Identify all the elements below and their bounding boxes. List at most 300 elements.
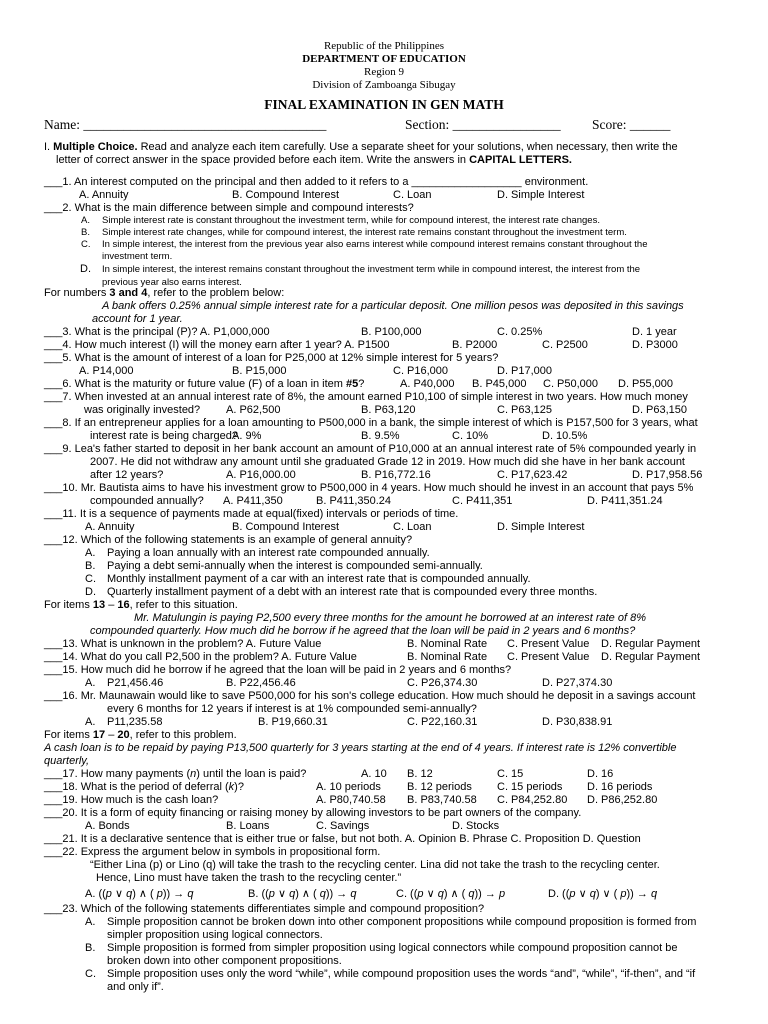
answer-choice	[107, 677, 163, 690]
text-run: In simple interest, the interest from the previous year also earns interest while compound interest remains constant throughout the	[102, 239, 648, 250]
line-text	[90, 859, 660, 872]
text-run: ___18. What is the period of deferral (	[44, 781, 229, 793]
text-run: For items	[44, 599, 93, 611]
line-text	[44, 508, 458, 521]
line-text	[85, 820, 130, 833]
exam-line	[0, 942, 768, 955]
text-run: A. P40,000	[400, 378, 455, 390]
text-run: p	[498, 888, 506, 900]
line-text	[90, 469, 163, 482]
line-text	[85, 560, 95, 573]
text-run: and only if”.	[107, 981, 164, 993]
exam-line	[0, 599, 768, 612]
text-run: ∨	[111, 888, 127, 900]
text-run: In simple interest, the interest remains constant throughout the investment term while in compound interest, the interest from the	[102, 264, 641, 275]
text-run: ) ∨ (	[595, 888, 621, 900]
exam-line	[0, 807, 768, 820]
text-run: )) →	[162, 888, 188, 900]
line-text	[44, 339, 389, 352]
text-run: ∨	[274, 888, 290, 900]
text-run: ___10. Mr. Bautista aims to have his investment grow to P500,000 in 4 years. How much should he invest in an account that pays 5%	[44, 482, 694, 494]
line-text	[107, 703, 477, 716]
line-text	[90, 456, 685, 469]
text-run: ___5. What is the amount of interest of a loan for P25,000 at 12% simple interest for 5 years?	[44, 352, 499, 364]
text-run: C. ((	[396, 888, 418, 900]
exam-line	[0, 250, 768, 263]
text-run: ___12. Which of the following statements is an example of general annuity?	[44, 534, 413, 546]
text-run: ___14. What do you call P2,500 in the problem? A. Future Value	[44, 651, 357, 663]
answer-choice	[497, 404, 552, 417]
line-text	[90, 430, 238, 443]
text-run: B. P83,740.58	[407, 794, 477, 806]
text-run: Simple proposition is formed from simpler proposition using logical connectors while compound proposition cannot be	[107, 942, 678, 954]
text-run: compounded quarterly. How much did he borrow if he agreed that the loan will be paid in 2 years and 6 months?	[90, 625, 636, 637]
answer-choice	[107, 716, 162, 729]
text-run: q	[289, 888, 296, 900]
text-run: A.	[85, 677, 96, 689]
text-run: B. 9.5%	[361, 430, 400, 442]
text-run: B. ((	[248, 888, 269, 900]
exam-line	[0, 916, 768, 929]
text-run: ) ∧ (	[295, 888, 320, 900]
text-run: B. Loans	[226, 820, 270, 832]
exam-line	[0, 573, 768, 586]
answer-choice	[452, 495, 512, 508]
republic-line: Republic of the Philippines	[323, 40, 445, 52]
text-run: B. P22,456.46	[226, 677, 296, 689]
text-run: p	[417, 888, 424, 900]
exam-line	[0, 846, 768, 859]
answer-choice	[407, 716, 477, 729]
text-run: Simple proposition cannot be broken down into other component propositions while compound proposition is formed from	[107, 916, 697, 928]
text-run: Hence, Lino must have taken the trash to the recycling center.”	[96, 872, 402, 884]
line-text	[44, 599, 238, 612]
exam-line	[0, 716, 768, 729]
answer-choice	[361, 768, 387, 781]
line-text	[44, 651, 357, 664]
text-run: )) →	[626, 888, 651, 900]
text-run: ___8. If an entrepreneur applies for a loan amounting to P500,000 in a bank, the simple interest of which is P157,500 for 3 years, what	[44, 417, 698, 429]
text-run: B. P16,772.16	[361, 469, 431, 481]
exam-line	[0, 430, 768, 443]
exam-line	[0, 378, 768, 391]
line-text	[107, 929, 323, 942]
answer-choice	[316, 495, 391, 508]
answer-choice	[316, 781, 381, 794]
exam-line	[0, 612, 768, 625]
answer-choice	[497, 781, 562, 794]
section-field[interactable]: Section: ________________	[405, 117, 561, 132]
text-run: D. P55,000	[618, 378, 674, 390]
text-run: C.	[85, 968, 96, 980]
text-run: ___19. How much is the cash loan?	[44, 794, 219, 806]
answer-choice	[258, 716, 328, 729]
line-text	[44, 690, 696, 703]
text-run: I.	[44, 141, 54, 153]
text-run: D. 1 year	[632, 326, 677, 338]
line-text	[44, 794, 218, 807]
text-run: B. P100,000	[361, 326, 422, 338]
line-text	[85, 547, 95, 560]
text-run: previous year also earns interest.	[102, 277, 242, 288]
answer-choice	[542, 677, 612, 690]
answer-choice	[316, 820, 369, 833]
text-run: q	[319, 888, 326, 900]
exam-line	[0, 443, 768, 456]
text-run: ___22. Express the argument below in symbols in propositional form.	[44, 846, 381, 858]
line-text	[85, 968, 96, 981]
exam-line	[0, 508, 768, 521]
text-run: broken down into other component propositions.	[107, 955, 342, 967]
answer-choice	[542, 430, 587, 443]
answer-choice	[232, 521, 339, 534]
text-run: D. P17,958.56	[632, 469, 703, 481]
exam-line	[0, 547, 768, 560]
text-run: C. Loan	[393, 521, 432, 533]
text-run: was originally invested?	[84, 404, 201, 416]
line-text	[44, 176, 588, 189]
exam-line	[0, 768, 768, 781]
line-text	[44, 352, 498, 365]
text-run: 3 and 4	[109, 287, 148, 299]
text-run: B. P63,120	[361, 404, 416, 416]
line-text	[84, 404, 200, 417]
exam-line	[0, 664, 768, 677]
exam-line	[0, 313, 768, 326]
text-run: A. 10	[361, 768, 387, 780]
answer-choice	[107, 560, 483, 573]
line-text	[90, 495, 204, 508]
line-text	[44, 443, 696, 456]
answer-choice	[407, 768, 433, 781]
answer-choice	[393, 189, 432, 202]
text-run: Simple interest rate changes, while for compound interest, the interest rate remains constant throughout the investment term.	[102, 227, 627, 238]
line-text	[102, 300, 684, 313]
answer-choice	[107, 942, 677, 955]
text-run: A. P80,740.58	[316, 794, 386, 806]
text-run: A. ((	[85, 888, 106, 900]
text-run: D. Simple Interest	[497, 189, 585, 201]
line-text	[85, 942, 95, 955]
answer-choice	[497, 768, 523, 781]
text-run: n	[190, 768, 197, 780]
answer-choice	[226, 469, 296, 482]
answer-choice	[107, 547, 430, 560]
answer-choice	[361, 430, 400, 443]
answer-choice	[361, 326, 422, 339]
text-run: A. Annuity	[79, 189, 129, 201]
line-text	[56, 154, 572, 167]
text-run: D. 16	[587, 768, 614, 780]
text-run: 17	[92, 729, 106, 741]
text-run: C. Loan	[393, 189, 432, 201]
text-run: A. 10 periods	[316, 781, 381, 793]
text-run: simpler proposition using logical connectors.	[107, 929, 323, 941]
division-line: Division of Zamboanga Sibugay	[312, 79, 456, 91]
text-run: ∨	[575, 888, 590, 900]
exam-line	[0, 189, 768, 202]
answer-choice	[248, 888, 356, 901]
text-run: B. 12 periods	[407, 781, 472, 793]
line-text	[44, 833, 641, 846]
answer-choice	[497, 189, 584, 202]
text-run: after 12 years?	[90, 469, 164, 481]
text-run: ) until the loan is paid?	[196, 768, 307, 780]
text-run: B. P15,000	[232, 365, 287, 377]
line-text	[85, 521, 135, 534]
text-run: Quarterly installment payment of a debt with an interest rate that is compounded every three months.	[107, 586, 598, 598]
line-text	[102, 250, 172, 263]
line-text	[44, 768, 306, 781]
text-run: ___3. What is the principal (P)? A. P1,000,000	[44, 326, 270, 338]
text-run: P21,456.46	[107, 677, 164, 689]
text-run: 13	[92, 599, 106, 611]
score-field[interactable]: Score: ______	[592, 117, 671, 132]
answer-choice	[226, 404, 280, 417]
line-text	[44, 638, 321, 651]
exam-line	[0, 339, 768, 352]
name-field[interactable]: Name: ____________________________________	[44, 117, 327, 132]
text-run: p	[105, 888, 112, 900]
text-run: C. P50,000	[543, 378, 599, 390]
line-text	[44, 287, 284, 300]
exam-line	[0, 651, 768, 664]
exam-line	[0, 859, 768, 872]
text-run: –	[105, 599, 118, 611]
text-run: D. 16 periods	[587, 781, 653, 793]
text-run: A. 9%	[232, 430, 262, 442]
text-run: ___1. An interest computed on the principal and then added to it refers to a __________________ environment.	[44, 176, 589, 188]
text-run: ___7. When invested at an annual interest rate of 8%, the amount earned P10,100 of simple interest in two years. How much money	[44, 391, 688, 403]
text-run: D. P63,150	[632, 404, 688, 416]
line-text	[85, 888, 193, 901]
text-run: B. P411,350.24	[316, 495, 392, 507]
text-run: C.	[81, 239, 91, 250]
answer-choice	[400, 378, 454, 391]
text-run: every 6 months for 12 years if interest is at 1% compounded semi-annually?	[107, 703, 477, 715]
line-text	[44, 781, 244, 794]
text-run: C. P84,252.80	[497, 794, 568, 806]
answer-choice	[226, 820, 269, 833]
answer-choice	[507, 651, 589, 664]
text-run: q	[468, 888, 475, 900]
text-run: CAPITAL LETTERS.	[469, 154, 572, 166]
answer-choice	[618, 378, 673, 391]
text-run: D. P3000	[632, 339, 678, 351]
text-run: B. 12	[407, 768, 433, 780]
line-text	[44, 846, 380, 859]
text-run: B.	[85, 942, 96, 954]
answer-choice	[107, 586, 597, 599]
text-run: C. Present Value	[507, 638, 590, 650]
text-run: q	[650, 888, 658, 900]
text-run: B. Nominal Rate	[407, 638, 488, 650]
text-run: A.	[81, 215, 90, 226]
exam-line	[0, 495, 768, 508]
text-run: A.	[85, 716, 96, 728]
text-run: –	[105, 729, 118, 741]
answer-choice	[452, 430, 488, 443]
text-run: D. P86,252.80	[587, 794, 658, 806]
text-run: ___4. How much interest (I) will the money earn after 1 year? A. P1500	[44, 339, 390, 351]
text-run: ?	[358, 378, 365, 390]
answer-choice	[226, 677, 296, 690]
answer-choice	[232, 430, 261, 443]
text-run: A.	[85, 916, 96, 928]
text-run: D. Regular Payment	[601, 651, 701, 663]
line-text	[44, 729, 237, 742]
exam-line	[0, 625, 768, 638]
text-run: A. P16,000.00	[226, 469, 296, 481]
text-run: ___21. It is a declarative sentence that is either true or false, but not both. A. Opinion B. Phrase C. Proposition D. Question	[44, 833, 641, 845]
text-run: For numbers	[44, 287, 110, 299]
text-run: q	[126, 888, 133, 900]
exam-line	[0, 638, 768, 651]
exam-line	[0, 781, 768, 794]
exam-line	[0, 404, 768, 417]
line-text	[44, 417, 698, 430]
exam-line	[0, 833, 768, 846]
text-run: p	[268, 888, 275, 900]
text-run: p	[156, 888, 163, 900]
text-run: D. Regular Payment	[601, 638, 701, 650]
text-run: ___15. How much did he borrow if he agreed that the loan will be paid in 2 years and 6 months?	[44, 664, 512, 676]
line-text	[44, 391, 688, 404]
answer-choice	[107, 968, 695, 981]
department-line: DEPARTMENT OF EDUCATION	[302, 53, 466, 65]
answer-choice	[452, 820, 499, 833]
text-run: C. 15 periods	[497, 781, 563, 793]
text-run: interest rate is being charged?	[90, 430, 238, 442]
exam-line	[0, 141, 768, 154]
line-text	[96, 872, 401, 885]
text-run: C. Savings	[316, 820, 370, 832]
text-run: C. 0.25%	[497, 326, 543, 338]
text-run: Mr. Matulungin is paying P2,500 every three months for the amount he borrowed at an interest rate of 8%	[134, 612, 646, 624]
exam-line	[0, 176, 768, 189]
answer-choice	[497, 521, 584, 534]
exam-line	[0, 872, 768, 885]
text-run: ∨	[423, 888, 438, 900]
exam-line	[0, 903, 768, 916]
exam-line	[0, 365, 768, 378]
answer-choice	[361, 469, 431, 482]
line-text	[44, 755, 89, 768]
exam-line	[0, 929, 768, 942]
exam-line	[0, 326, 768, 339]
text-run: Simple interest rate is constant throughout the investment term, while for compound interest, the interest rate changes.	[102, 215, 600, 226]
answer-choice	[393, 521, 432, 534]
text-run: A. Annuity	[85, 521, 135, 533]
exam-line	[0, 677, 768, 690]
line-text	[44, 742, 676, 755]
text-run: Simple proposition uses only the word “while”, while compound proposition uses the words “and”, “while”, “if-then”, and “if	[107, 968, 696, 980]
text-run: p	[569, 888, 576, 900]
text-run: D. Simple Interest	[497, 521, 585, 533]
text-run: ___11. It is a sequence of payments made at equal(fixed) intervals or periods of time.	[44, 508, 459, 520]
line-text	[85, 716, 95, 729]
answer-choice	[632, 339, 678, 352]
text-run: ) ∧ (	[132, 888, 157, 900]
exam-line	[0, 456, 768, 469]
exam-line	[0, 300, 768, 313]
answer-choice	[632, 404, 687, 417]
text-run: B. Compound Interest	[232, 189, 340, 201]
line-text	[44, 807, 581, 820]
text-run: , refer to this problem.	[129, 729, 237, 741]
text-run: A. P14,000	[79, 365, 134, 377]
text-run: 16	[117, 599, 130, 611]
text-run: B. Nominal Rate	[407, 651, 488, 663]
text-run: ___13. What is unknown in the problem? A. Future Value	[44, 638, 322, 650]
exam-line	[0, 417, 768, 430]
line-text	[44, 326, 270, 339]
text-run: compounded annually?	[90, 495, 204, 507]
text-run: ___9. Lea's father started to deposit in her bank account an amount of P10,000 at an annual interest rate of 5% compounded yearly in	[44, 443, 697, 455]
exam-line	[0, 742, 768, 755]
line-text	[44, 141, 678, 154]
answer-choice	[232, 189, 339, 202]
answer-choice	[102, 263, 640, 276]
text-run: ___6. What is the maturity or future value (F) of a loan in item	[44, 378, 347, 390]
line-text	[85, 586, 96, 599]
line-text	[80, 263, 91, 276]
text-run: C.	[85, 573, 96, 585]
exam-line	[0, 755, 768, 768]
text-run: )) →	[325, 888, 351, 900]
answer-choice	[497, 365, 552, 378]
text-run: q	[589, 888, 596, 900]
line-text	[44, 378, 364, 391]
exam-line	[0, 263, 768, 276]
text-run: C. P17,623.42	[497, 469, 568, 481]
exam-line	[0, 534, 768, 547]
text-run: C. 15	[497, 768, 524, 780]
text-run: D.	[80, 263, 91, 275]
text-run: q	[350, 888, 357, 900]
answer-choice	[393, 365, 448, 378]
exam-line	[0, 955, 768, 968]
answer-choice	[407, 651, 487, 664]
exam-line	[0, 703, 768, 716]
text-run: k	[228, 781, 235, 793]
answer-choice	[548, 888, 657, 901]
text-run: D.	[85, 586, 96, 598]
exam-line	[0, 820, 768, 833]
text-run: q	[187, 888, 194, 900]
answer-choice	[632, 469, 702, 482]
text-run: ___16. Mr. Maunawain would like to save P500,000 for his son's college education. How much should he deposit in a savings account	[44, 690, 696, 702]
line-text	[44, 482, 693, 495]
text-run: A cash loan is to be repaid by paying P13,500 quarterly for 3 years starting at the end of 4 years. If interest rate is 12% convertible	[44, 742, 677, 754]
line-text	[44, 903, 484, 916]
text-run: B.	[85, 560, 96, 572]
exam-line	[0, 391, 768, 404]
text-run: A. P62,500	[226, 404, 281, 416]
text-run: quarterly,	[44, 755, 90, 767]
line-text	[79, 365, 133, 378]
line-text	[85, 916, 95, 929]
line-text	[79, 189, 129, 202]
answer-choice	[587, 768, 613, 781]
line-text	[44, 534, 412, 547]
text-run: 20	[117, 729, 130, 741]
text-run: D. P27,374.30	[542, 677, 613, 689]
answer-choice	[407, 677, 477, 690]
text-run: 2007. He did not withdraw any amount until she graduated Grade 12 in 2019. How much did she have in her bank account	[90, 456, 685, 468]
answer-choice	[472, 378, 526, 391]
text-run: D. ((	[548, 888, 570, 900]
